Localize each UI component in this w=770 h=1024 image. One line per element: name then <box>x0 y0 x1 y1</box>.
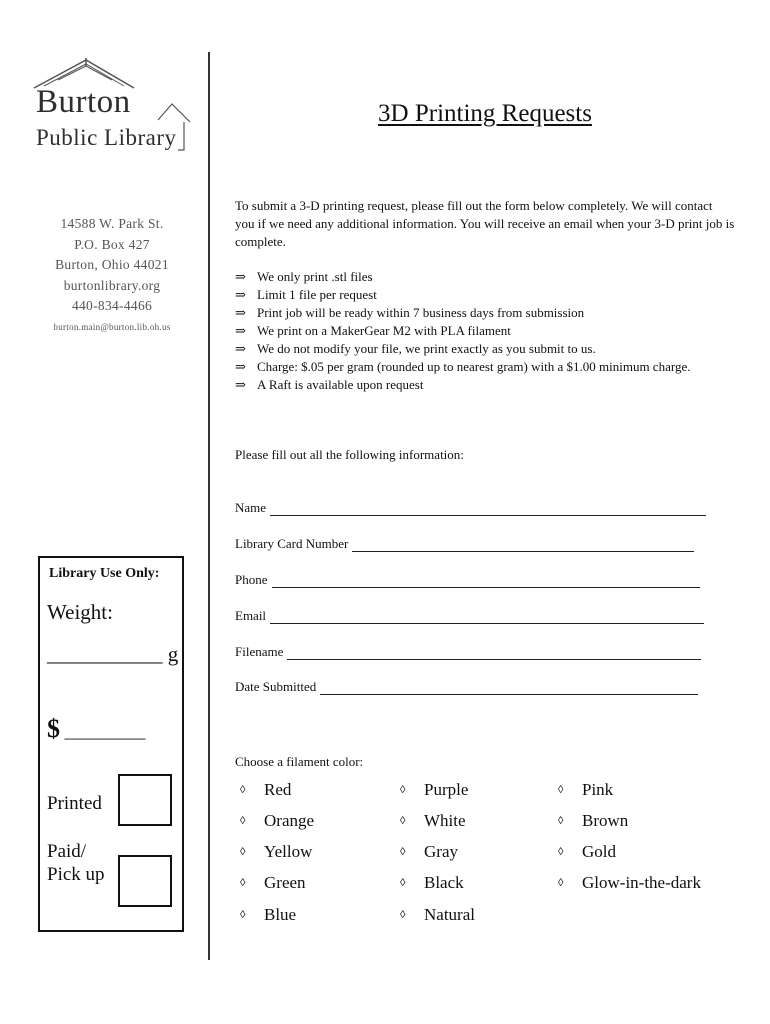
color-label: Red <box>264 780 292 799</box>
diamond-icon: ◊ <box>558 846 564 858</box>
color-label: Green <box>264 873 306 892</box>
diamond-icon: ◊ <box>240 784 246 796</box>
page-title: 3D Printing Requests <box>378 100 592 127</box>
diamond-icon: ◊ <box>400 784 406 796</box>
card-field <box>235 536 694 552</box>
color-option-orange[interactable] <box>240 811 314 831</box>
arrow-icon: ⇒ <box>235 305 246 320</box>
printed-label: Printed <box>47 793 102 814</box>
email-field <box>235 608 704 624</box>
arrow-icon: ⇒ <box>235 359 246 374</box>
email-label: Email <box>235 608 267 623</box>
weight-blank[interactable]: ___________ g <box>47 642 179 666</box>
color-option-natural[interactable] <box>400 905 475 925</box>
diamond-icon: ◊ <box>400 909 406 921</box>
diamond-icon: ◊ <box>558 815 564 827</box>
arrow-icon: ⇒ <box>235 323 246 338</box>
phone-field <box>235 572 700 588</box>
color-label: Black <box>424 873 464 892</box>
list-item <box>235 268 745 286</box>
rule-text: Charge: $.05 per gram (rounded up to nearest gram) with a $1.00 minimum charge. <box>257 359 691 374</box>
library-use-title: Library Use Only: <box>49 566 160 581</box>
color-option-blue[interactable] <box>240 905 296 925</box>
color-option-gray[interactable] <box>400 842 458 862</box>
color-option-purple[interactable] <box>400 780 468 800</box>
color-label: Pink <box>582 780 614 799</box>
logo-burton-text: Burton <box>36 84 131 120</box>
rule-text: We print on a MakerGear M2 with PLA filament <box>257 323 511 338</box>
logo-public-library-text: Public Library <box>36 125 177 150</box>
list-item <box>235 322 745 340</box>
dollar-sign: $ <box>47 714 60 743</box>
filament-color-label: Choose a filament color: <box>235 754 364 769</box>
date-label: Date Submitted <box>235 679 317 694</box>
rule-text: Print job will be ready within 7 business days from submission <box>257 305 585 320</box>
diamond-icon: ◊ <box>400 815 406 827</box>
rule-text: We do not modify your file, we print exactly as you submit to us. <box>257 341 596 356</box>
diamond-icon: ◊ <box>240 909 246 921</box>
filename-label: Filename <box>235 644 284 659</box>
arrow-icon: ⇒ <box>235 341 246 356</box>
list-item <box>235 358 745 376</box>
arrow-icon: ⇒ <box>235 269 246 284</box>
paid-pickup-label: Paid/ Pick up <box>47 841 105 885</box>
color-option-red[interactable] <box>240 780 291 800</box>
color-label: Gold <box>582 842 616 861</box>
email-input-line[interactable] <box>270 611 704 624</box>
diamond-icon: ◊ <box>240 846 246 858</box>
address-email: burton.main@burton.lib.oh.us <box>53 321 171 332</box>
rule-text: A Raft is available upon request <box>257 377 424 392</box>
library-use-box <box>38 556 184 932</box>
date-field <box>235 679 698 695</box>
weight-label: Weight: <box>47 600 113 624</box>
rule-text: We only print .stl files <box>257 269 373 284</box>
date-input-line[interactable] <box>320 682 698 695</box>
color-label: Blue <box>264 905 297 924</box>
color-label: Purple <box>424 780 469 799</box>
charge-blank: _________ <box>60 721 146 741</box>
color-option-yellow[interactable] <box>240 842 312 862</box>
color-label: Natural <box>424 905 475 924</box>
diamond-icon: ◊ <box>240 815 246 827</box>
color-option-black[interactable] <box>400 873 464 893</box>
filename-input-line[interactable] <box>287 647 701 660</box>
diamond-icon: ◊ <box>400 877 406 889</box>
color-label: Orange <box>264 811 315 830</box>
phone-input-line[interactable] <box>272 575 700 588</box>
diamond-icon: ◊ <box>400 846 406 858</box>
color-option-green[interactable] <box>240 873 306 893</box>
color-label: Gray <box>424 842 458 861</box>
filename-field <box>235 644 701 660</box>
column-divider <box>208 52 210 960</box>
color-label: Yellow <box>264 842 313 861</box>
paid-pickup-checkbox[interactable] <box>118 855 172 907</box>
list-item <box>235 340 745 358</box>
rules-list <box>235 268 745 394</box>
address-website: burtonlibrary.org <box>63 277 161 293</box>
list-item <box>235 376 745 394</box>
phone-label: Phone <box>235 572 268 587</box>
color-option-brown[interactable] <box>558 811 628 831</box>
color-label: White <box>424 811 466 830</box>
card-input-line[interactable] <box>352 539 694 552</box>
library-logo <box>30 52 200 162</box>
color-option-pink[interactable] <box>558 780 613 800</box>
address-phone: 440-834-4466 <box>71 298 153 313</box>
color-option-white[interactable] <box>400 811 466 831</box>
arrow-icon: ⇒ <box>235 287 246 302</box>
charge-field[interactable] <box>47 714 146 744</box>
intro-paragraph: To submit a 3-D printing request, please fill out the form below completely. We will contact you if we need any additional information. You will receive an email when your 3-D print job is complete. <box>235 198 735 249</box>
name-input-line[interactable] <box>270 503 706 516</box>
name-field <box>235 500 706 516</box>
color-option-gold[interactable] <box>558 842 616 862</box>
rule-text: Limit 1 file per request <box>257 287 377 302</box>
diamond-icon: ◊ <box>240 877 246 889</box>
list-item <box>235 286 745 304</box>
color-option-glow[interactable] <box>558 873 701 893</box>
printed-checkbox[interactable] <box>118 774 172 826</box>
card-label: Library Card Number <box>235 536 349 551</box>
diamond-icon: ◊ <box>558 877 564 889</box>
address-po-box: P.O. Box 427 <box>74 236 150 252</box>
library-address <box>30 214 194 337</box>
address-city: Burton, Ohio 44021 <box>55 257 169 272</box>
diamond-icon: ◊ <box>558 784 564 796</box>
list-item <box>235 304 745 322</box>
name-label: Name <box>235 500 267 515</box>
address-street: 14588 W. Park St. <box>60 216 164 231</box>
color-label: Brown <box>582 811 629 830</box>
fill-instructions: Please fill out all the following information: <box>235 447 464 462</box>
color-label: Glow-in-the-dark <box>582 873 701 892</box>
arrow-icon: ⇒ <box>235 377 246 392</box>
